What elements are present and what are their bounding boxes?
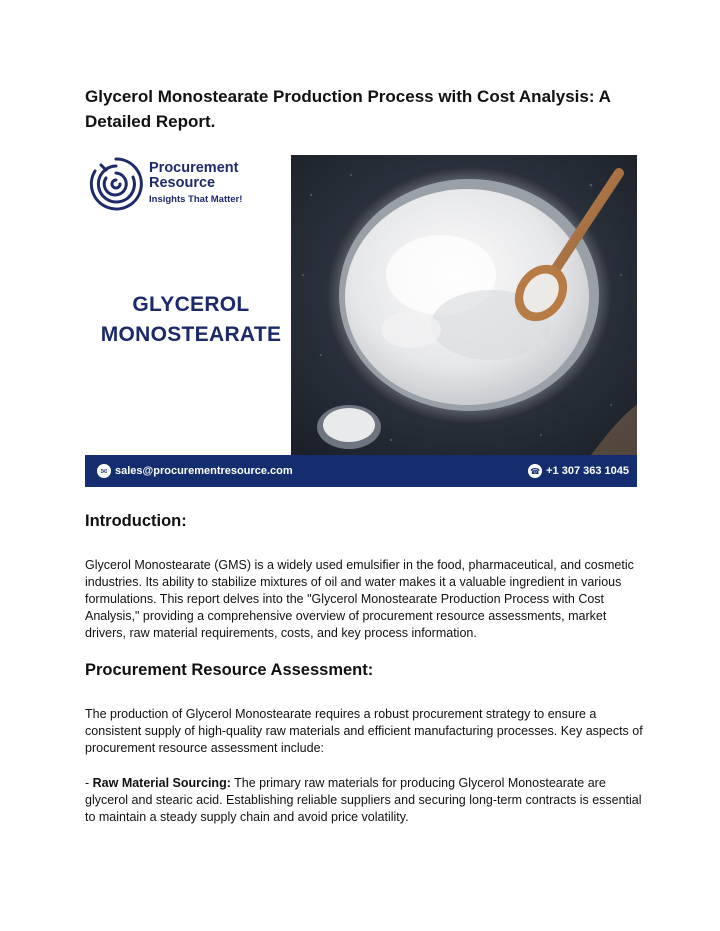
contact-email bbox=[97, 464, 293, 478]
raw-material-sourcing-item bbox=[85, 775, 645, 826]
document-title: Glycerol Monostearate Production Process with Cost Analysis: A Detailed Report. bbox=[85, 87, 611, 131]
procurement-heading: Procurement Resource Assessment: bbox=[85, 661, 374, 679]
phone-icon: ☎ bbox=[528, 464, 542, 478]
logo-maze-icon bbox=[87, 155, 145, 213]
contact-email-text: sales@procurementresource.com bbox=[115, 465, 293, 477]
contact-phone-text: +1 307 363 1045 bbox=[546, 465, 629, 477]
envelope-icon: ✉ bbox=[97, 464, 111, 478]
procurement-resource-logo bbox=[87, 155, 287, 213]
brand-name bbox=[149, 161, 238, 191]
product-name-line2: MONOSTEARATE bbox=[100, 323, 282, 346]
contact-phone bbox=[528, 464, 629, 478]
brand-tagline: Insights That Matter! bbox=[149, 194, 243, 205]
raw-material-sourcing-label: Raw Material Sourcing: bbox=[92, 776, 231, 790]
raw-material-sourcing-text: The primary raw materials for producing Glycerol Monostearate are glycerol and stearic acid. Establishing reliable suppliers and securing long-term contracts is essential to maintain a steady supply chain and avoid price volatility. bbox=[85, 776, 642, 824]
report-banner-image bbox=[85, 155, 637, 487]
product-name bbox=[91, 290, 291, 350]
introduction-paragraph: Glycerol Monostearate (GMS) is a widely used emulsifier in the food, pharmaceutical, and cosmetic industries. Its ability to stabilize mixtures of oil and water makes it a valuable ingredient in various formulations. This report delves into the "Glycerol Monostearate Production Process with Cost Analysis," providing a comprehensive overview of procurement resource assessments, market drivers, raw material requirements, costs, and key process information. bbox=[85, 558, 634, 640]
introduction-heading: Introduction: bbox=[85, 512, 187, 530]
procurement-paragraph: The production of Glycerol Monostearate requires a robust procurement strategy to ensure a consistent supply of high-quality raw materials and efficient manufacturing processes. Key aspects of procurement resource assessment include: bbox=[85, 707, 643, 755]
brand-name-line1: Procurement bbox=[149, 160, 239, 176]
banner-contact-bar bbox=[85, 455, 637, 487]
bullet-prefix: - bbox=[85, 776, 93, 790]
brand-name-line2: Resource bbox=[149, 175, 216, 191]
product-name-line1: GLYCEROL bbox=[132, 293, 250, 316]
banner-brand-panel bbox=[85, 155, 291, 455]
glycerol-powder-photo bbox=[291, 155, 637, 455]
